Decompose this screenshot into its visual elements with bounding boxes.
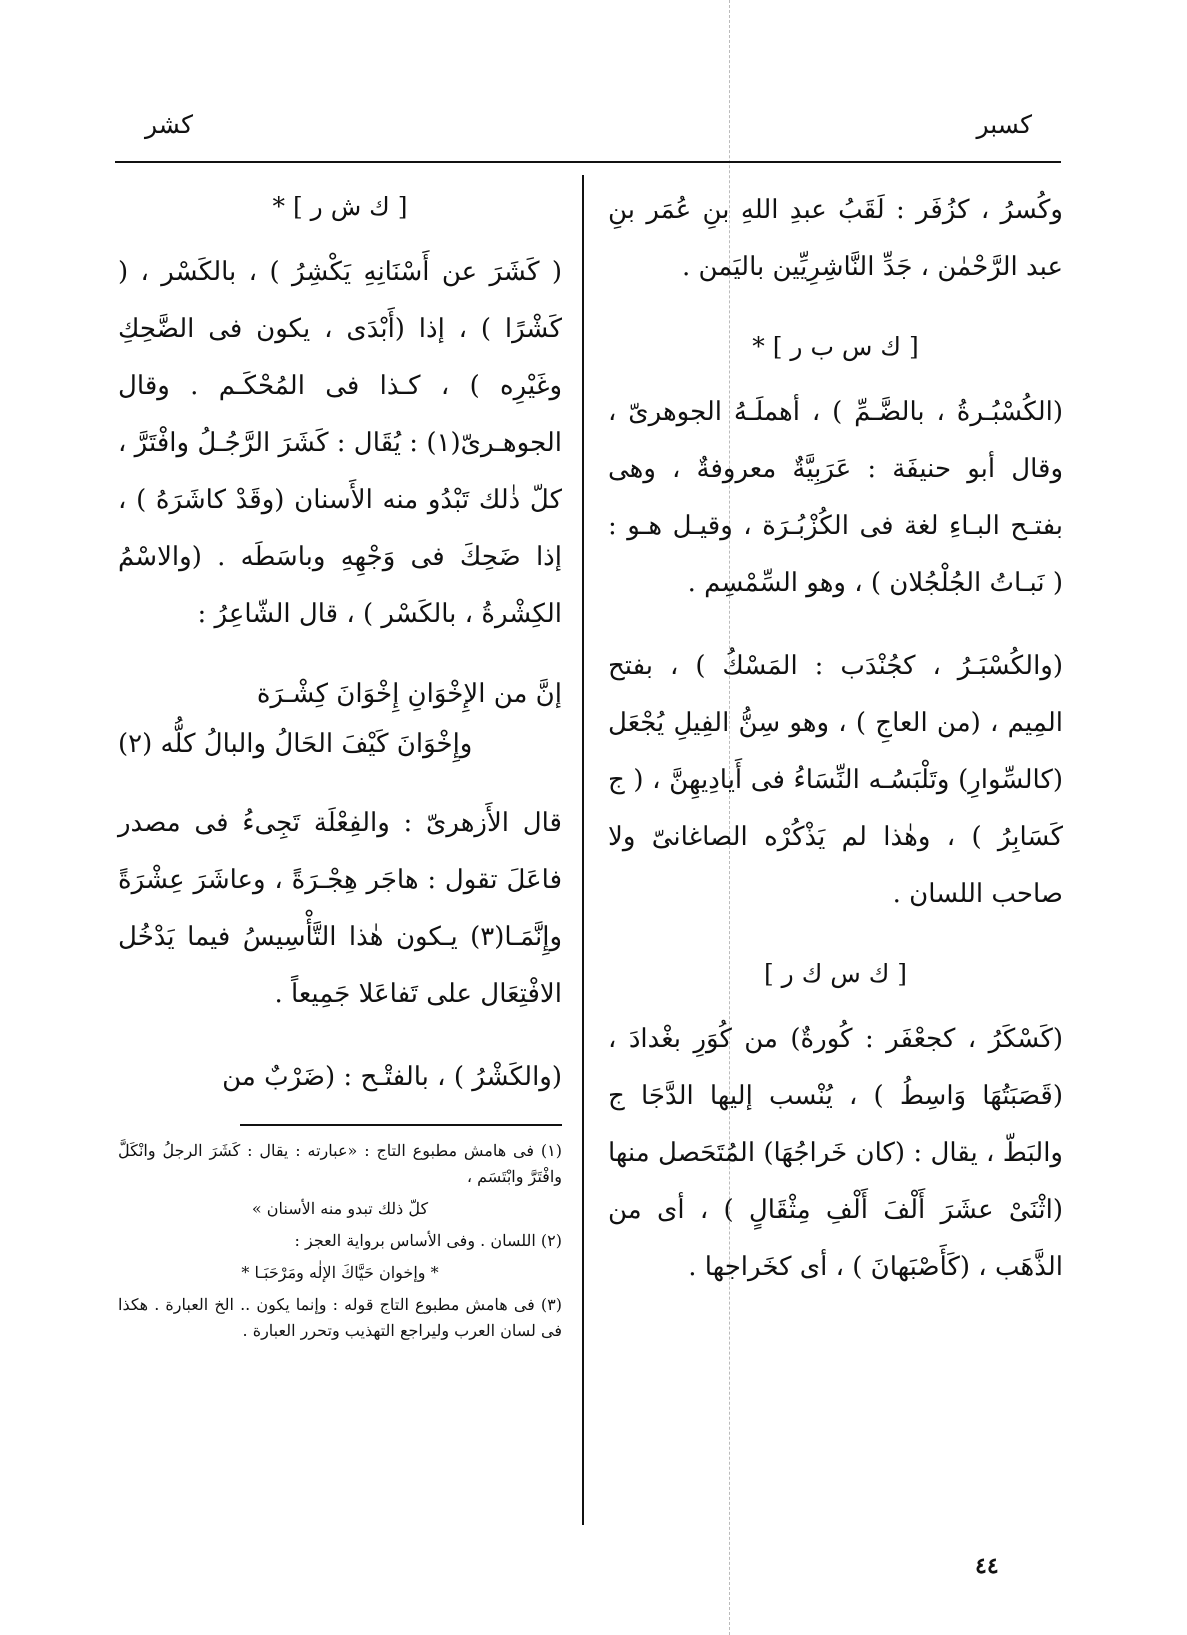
running-head-right: كسبر bbox=[976, 110, 1032, 139]
column-divider bbox=[582, 175, 584, 1525]
entry-paragraph: ( كَشَرَ عن أَسْنَانِهِ يَكْشِرُ ) ، بالكَسْر ، ( كَشْرًا ) ، إذا (أَبْدَى ، يكون فى الضَّحِكِ وغَيْرِه ) ، كـذا فى المُحْكَـم . وقال الجوهـرىّ(١) : يُقَال : كَشَرَ الرَّجُـلُ وافْتَرَّ ، كلّ ذٰلك تَبْدُو منه الأَسنان (وقَدْ كاشَرَهُ ) ، إذا ضَحِكَ فى وَجْهِهِ وباسَطَه . (والاسْمُ الكِشْرةُ ، بالكَسْر ) ، قال الشّاعِرُ : bbox=[118, 257, 562, 629]
footnote-2-verse: * وإخوان حَيَّاكَ الإلٰه ومَرْحَبَـا * bbox=[241, 1263, 439, 1282]
footnote-2: (٢) اللسان . وفى الأساس برواية العجز : bbox=[294, 1231, 562, 1250]
poem-verse bbox=[118, 669, 562, 769]
page-number: ٤٤ bbox=[975, 1553, 999, 1579]
verse-line-1: إنَّ من الإِخْوَانِ إِخْوَانَ كِشْـرَة bbox=[256, 679, 562, 709]
left-column bbox=[118, 182, 562, 1350]
right-column bbox=[608, 182, 1063, 1322]
footnote-1-cont: كلّ ذلك تبدو منه الأسنان » bbox=[251, 1199, 429, 1218]
header-rule bbox=[115, 161, 1061, 163]
entry-paragraph: (كَسْكَرُ ، كجعْفَر : كُورةٌ) من كُوَرِ بغْدادَ ، (قَصَبَتُهَا وَاسِطُ ) ، يُنْسب إليها الدَّجَا ج والبَطّ ، يقال : (كان خَراجُهَا) المُتَحَصل منها (اثْنَىْ عشَرَ أَلْفَ أَلْفِ مِثْقَالٍ ) ، أى من الذَّهَب ، (كَأَصْبَهانَ ) ، أى كخَراجها . bbox=[608, 1024, 1063, 1282]
entry-paragraph: قال الأَزهرىّ : والفِعْلَة تَجِىءُ فى مصدر فاعَلَ تقول : هاجَر هِجْـرَةً ، وعاشَرَ عِشْرَةً وإِنَّمَـا(٣) يـكون هٰذا التَّأْسِيسُ فيما يَدْخُل الافْتِعَال على تَفاعَلا جَمِيعاً . bbox=[118, 808, 562, 1009]
entry-intro: وكُسرُ ، كزُفَر : لَقَبُ عبدِ اللهِ بنِ عُمَر بنِ عبد الرَّحْمٰن ، جَدِّ النَّاشِرِيِّين باليَمن . bbox=[608, 195, 1063, 282]
entry-paragraph: (والكُسْبَـرُ ، كجُنْدَب : المَسْكُ ) ، بفتح المِيم ، (من العاجِ ) ، وهو سِنُّ الفِيلِ يُجْعَل (كالسِّوارِ) وتَلْبَسُـه النِّسَاءُ فى أَيادِيهِنَّ ، ( ج كَسَابِرُ ) ، وهٰذا لم يَذْكُرْه الصاغانىّ ولا صاحب اللسان . bbox=[608, 651, 1063, 909]
entry-paragraph: (والكَشْرُ ) ، بالفتْـح : (ضَرْبٌ من bbox=[222, 1062, 562, 1092]
footnote-3: (٣) فى هامش مطبوع التاج قوله : وإنما يكون .. الخ العبارة . هكذا فى لسان العرب وليراجع التهذيب وتحرر العبارة . bbox=[118, 1295, 563, 1340]
entry-paragraph: (الكُسْبُـرةُ ، بالضَّـمِّ ) ، أهملَـهُ الجوهرىّ ، وقال أبو حنيفَة : عَرَبِيَّةٌ معروفةٌ ، وهى بفتـح البـاءِ لغة فى الكُزْبُـرَة ، وقيـل هـو : ( نَبـاتُ الجُلْجُلان ) ، وهو السِّمْسِم . bbox=[608, 397, 1063, 598]
footnote-rule bbox=[240, 1124, 562, 1126]
running-head-left: كشر bbox=[145, 110, 193, 139]
entry-heading-ksbr: [ ك س ب ر ] * bbox=[752, 332, 919, 361]
footnote-1: (١) فى هامش مطبوع التاج : «عبارته : يقال : كَشَرَ الرجلُ وانْكَلَّ وافْتَرَّ وابْتَسَم ، bbox=[118, 1141, 562, 1186]
entry-heading-kskr: [ ك س ك ر ] bbox=[763, 959, 908, 988]
verse-line-2: وإِخْوَانَ كَيْفَ الحَالُ والبالُ كلُّه (٢) bbox=[118, 729, 473, 759]
entry-heading-kshr: [ ك ش ر ] * bbox=[272, 192, 408, 221]
